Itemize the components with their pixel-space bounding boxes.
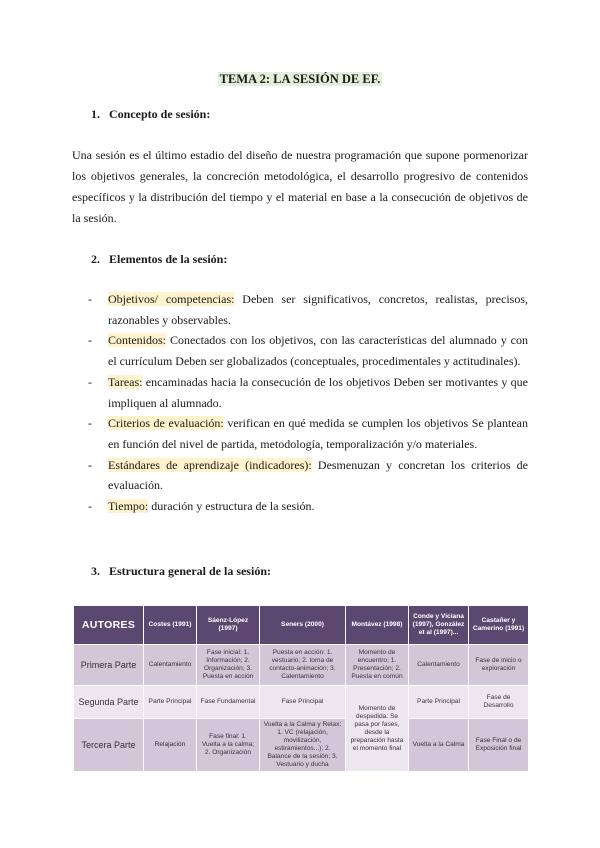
table-cell: Vuelta a la Calma y Relax: 1. VC (relajación, movilización, estiramientos...); 2. Balance de la sesión; 3. Vestuario y ducha	[260, 719, 346, 772]
table-header: Sáenz-López (1997)	[197, 606, 260, 645]
table-header: Seners (2000)	[260, 606, 346, 645]
elements-list	[88, 289, 528, 517]
session-structure-table	[73, 605, 529, 772]
section-2-heading: 2. Elementos de la sesión:	[91, 252, 228, 266]
table-header: Conde y Viciana (1997), González et al (1997)...	[409, 606, 469, 645]
table-cell: Parte Principal	[144, 686, 197, 719]
table-cell: Fase Fundamental	[197, 686, 260, 719]
table-cell: Calentamiento	[409, 645, 469, 686]
table-header: Castañer y Camerino (1991)	[469, 606, 529, 645]
table-cell: Fase inicial: 1. Información; 2. Organización; 3. Puesta en acción	[197, 645, 260, 686]
section-3-heading: 3. Estructura general de la sesión:	[91, 564, 271, 578]
list-item: - Tiempo: duración y estructura de la sesión.	[88, 499, 315, 514]
list-item: - Contenidos: Conectados con los objetivos, con las características del alumnado y con el currículum Deben ser globalizados (conceptuales, procedimentales y actitudinales).	[88, 333, 528, 369]
list-item: - Estándares de aprendizaje (indicadores): Desmenuzan y concretan los criterios de evaluación.	[88, 457, 528, 493]
list-item: - Objetivos/ competencias: Deben ser significativos, concretos, realistas, precisos, razonables y observables.	[88, 292, 528, 327]
table-row	[74, 645, 529, 686]
table-cell: Relajación	[144, 719, 197, 772]
table-cell: Momento de encuentro; 1. Presentación; 2. Puesta en común	[346, 645, 409, 686]
table-header: Costes (1991)	[144, 606, 197, 645]
table-cell: Fase Principal	[260, 686, 346, 719]
table-cell: Fase Final o de Exposición final	[469, 719, 529, 772]
table-cell-merged: Momento de despedida: Se pasa por fases, desde la preparación hasta el momento final	[346, 686, 409, 772]
table-cell: Puesta en acción: 1. vestuario; 2. toma de contacto-animación; 3. Calentamiento	[260, 645, 346, 686]
section-1-paragraph: Una sesión es el último estadio del diseño de nuestra programación que supone pormenorizar los objetivos generales, la concreción metodológica, el desarrollo progresivo de contenidos específicos y la distribución del tiempo y el material en base a la consecución de objetivos de la sesión.	[72, 148, 528, 225]
table-cell: Parte Principal	[409, 686, 469, 719]
row-label: Tercera Parte	[74, 719, 144, 772]
document-title: TEMA 2: LA SESIÓN DE EF.	[219, 72, 381, 86]
table-cell: Vuelta a la Calma	[409, 719, 469, 772]
section-1-heading: 1. Concepto de sesión:	[91, 107, 211, 121]
table-header-autores: AUTORES	[74, 606, 144, 645]
table-cell: Calentamiento	[144, 645, 197, 686]
table-header: Montávez (1998)	[346, 606, 409, 645]
row-label: Segunda Parte	[74, 686, 144, 719]
list-item: - Criterios de evaluación: verifican en qué medida se cumplen los objetivos Se plantean en función del nivel de partida, metodología, temporalización y/o materiales.	[88, 416, 528, 451]
row-label: Primera Parte	[74, 645, 144, 686]
table-row	[74, 719, 529, 772]
table-cell: Fase de inicio o exploración	[469, 645, 529, 686]
table-cell: Fase final: 1. Vuelta a la calma; 2. Organización	[197, 719, 260, 772]
table-cell: Fase de Desarrollo	[469, 686, 529, 719]
table-row	[74, 686, 529, 719]
list-item: - Tareas: encaminadas hacia la consecución de los objetivos Deben ser motivantes y que impliquen al alumnado.	[88, 374, 528, 410]
